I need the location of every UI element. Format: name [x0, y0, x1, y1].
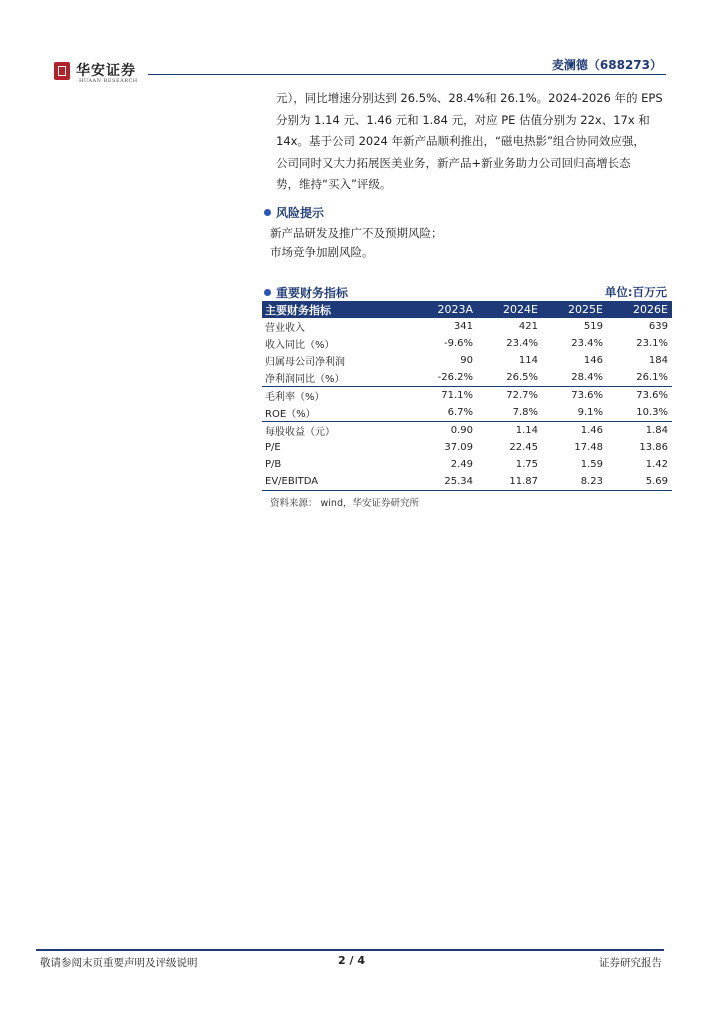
cell-value: -9.6%: [443, 338, 473, 349]
row-label: EV/EBITDA: [265, 476, 319, 487]
row-label: 收入同比（%）: [265, 340, 335, 351]
cell-value: 421: [518, 321, 538, 332]
header-divider: [148, 74, 666, 75]
cell-value: 1.59: [580, 459, 603, 470]
logo-icon: [54, 62, 70, 80]
cell-value: 26.1%: [636, 372, 668, 383]
cell-value: 1.46: [580, 425, 603, 436]
cell-value: 7.8%: [512, 407, 538, 418]
cell-value: 72.7%: [506, 390, 538, 401]
cell-value: 17.48: [574, 442, 603, 453]
cell-value: 13.86: [639, 442, 668, 453]
column-header: 2025E: [568, 303, 603, 316]
cell-value: 90: [460, 355, 473, 366]
page-number: 2 / 4: [338, 954, 365, 967]
cell-value: 5.69: [645, 476, 668, 487]
table-bottom-rule: [262, 490, 672, 491]
cell-value: 22.45: [509, 442, 538, 453]
table-row: [262, 439, 672, 456]
table-row: [262, 318, 672, 335]
row-label: 归属母公司净利润: [265, 357, 345, 368]
logo-subtext: HUAAN RESEARCH: [79, 78, 138, 84]
cell-value: -26.2%: [437, 372, 473, 383]
cell-value: 519: [583, 321, 603, 332]
cell-value: 10.3%: [636, 407, 668, 418]
source-note: 资料来源： wind，华安证券研究所: [270, 498, 419, 509]
cell-value: 1.42: [645, 459, 668, 470]
paragraph-line: 公司同时又大力拓展医美业务，新产品+新业务助力公司回归高增长态: [276, 155, 631, 170]
report-title: 麦澜德（688273）: [551, 58, 662, 72]
row-label: P/E: [265, 442, 281, 453]
column-header: 2024E: [503, 303, 538, 316]
cell-value: 73.6%: [636, 390, 668, 401]
cell-value: 184: [648, 355, 668, 366]
cell-value: 26.5%: [506, 372, 538, 383]
cell-value: 2.49: [450, 459, 473, 470]
cell-value: 37.09: [444, 442, 473, 453]
table-row: [262, 404, 672, 421]
finance-table: [262, 301, 672, 491]
cell-value: 341: [453, 321, 473, 332]
footer-report-type: 证券研究报告: [599, 957, 662, 969]
row-label: P/B: [265, 459, 282, 470]
cell-value: 0.90: [450, 425, 473, 436]
table-header: [262, 301, 672, 318]
cell-value: 8.23: [580, 476, 603, 487]
cell-value: 23.1%: [636, 338, 668, 349]
column-header: 2023A: [437, 303, 473, 316]
paragraph-line: 元），同比增速分别达到 26.5%、28.4%和 26.1%。2024-2026 年的 EPS: [276, 91, 663, 105]
risk-item: 新产品研发及推广不及预期风险；: [270, 226, 443, 240]
row-label: 净利润同比（%）: [265, 374, 345, 385]
cell-value: 1.14: [515, 425, 538, 436]
cell-value: 23.4%: [506, 338, 538, 349]
footer-disclaimer: 敬请参阅末页重要声明及评级说明: [40, 957, 198, 969]
row-label: 营业收入: [265, 323, 305, 334]
risk-heading: [264, 204, 324, 221]
cell-value: 23.4%: [571, 338, 603, 349]
cell-value: 73.6%: [571, 390, 603, 401]
cell-value: 71.1%: [441, 390, 473, 401]
bullet-icon: [264, 209, 271, 216]
finance-heading: [264, 284, 348, 301]
paragraph-line: 14x。基于公司 2024 年新产品顺利推出，“磁电热影”组合协同效应强，: [276, 134, 645, 148]
paragraph-line: 分别为 1.14 元、1.46 元和 1.84 元，对应 PE 估值分别为 22x、17x 和: [276, 112, 650, 127]
logo-text: 华安证券: [76, 63, 136, 79]
table-row: [262, 352, 672, 369]
cell-value: 9.1%: [577, 407, 603, 418]
table-row: [262, 335, 672, 352]
summary-paragraph: [276, 88, 668, 196]
row-label: 毛利率（%）: [265, 392, 325, 403]
risk-item: 市场竞争加剧风险。: [270, 245, 374, 259]
footer-divider: [36, 949, 664, 951]
table-row: [262, 421, 672, 439]
cell-value: 25.34: [444, 476, 473, 487]
column-header: 2026E: [633, 303, 668, 316]
cell-value: 639: [648, 321, 668, 332]
table-row: [262, 456, 672, 473]
table-body: [262, 318, 672, 490]
finance-heading-label: 重要财务指标: [276, 286, 349, 300]
cell-value: 28.4%: [571, 372, 603, 383]
row-label: ROE（%）: [265, 409, 316, 420]
cell-value: 1.84: [645, 425, 668, 436]
row-label: 每股收益（元）: [265, 427, 335, 438]
risk-heading-label: 风险提示: [276, 206, 325, 220]
column-header: 主要财务指标: [265, 303, 331, 317]
cell-value: 114: [518, 355, 538, 366]
bullet-icon: [264, 289, 271, 296]
table-row: [262, 369, 672, 386]
table-row: [262, 473, 672, 490]
unit-label: 单位:百万元: [604, 285, 667, 299]
paragraph-line: 势，维持“买入”评级。: [276, 177, 392, 191]
cell-value: 146: [583, 355, 603, 366]
table-row: [262, 386, 672, 404]
cell-value: 11.87: [509, 476, 538, 487]
cell-value: 6.7%: [447, 407, 473, 418]
cell-value: 1.75: [515, 459, 538, 470]
